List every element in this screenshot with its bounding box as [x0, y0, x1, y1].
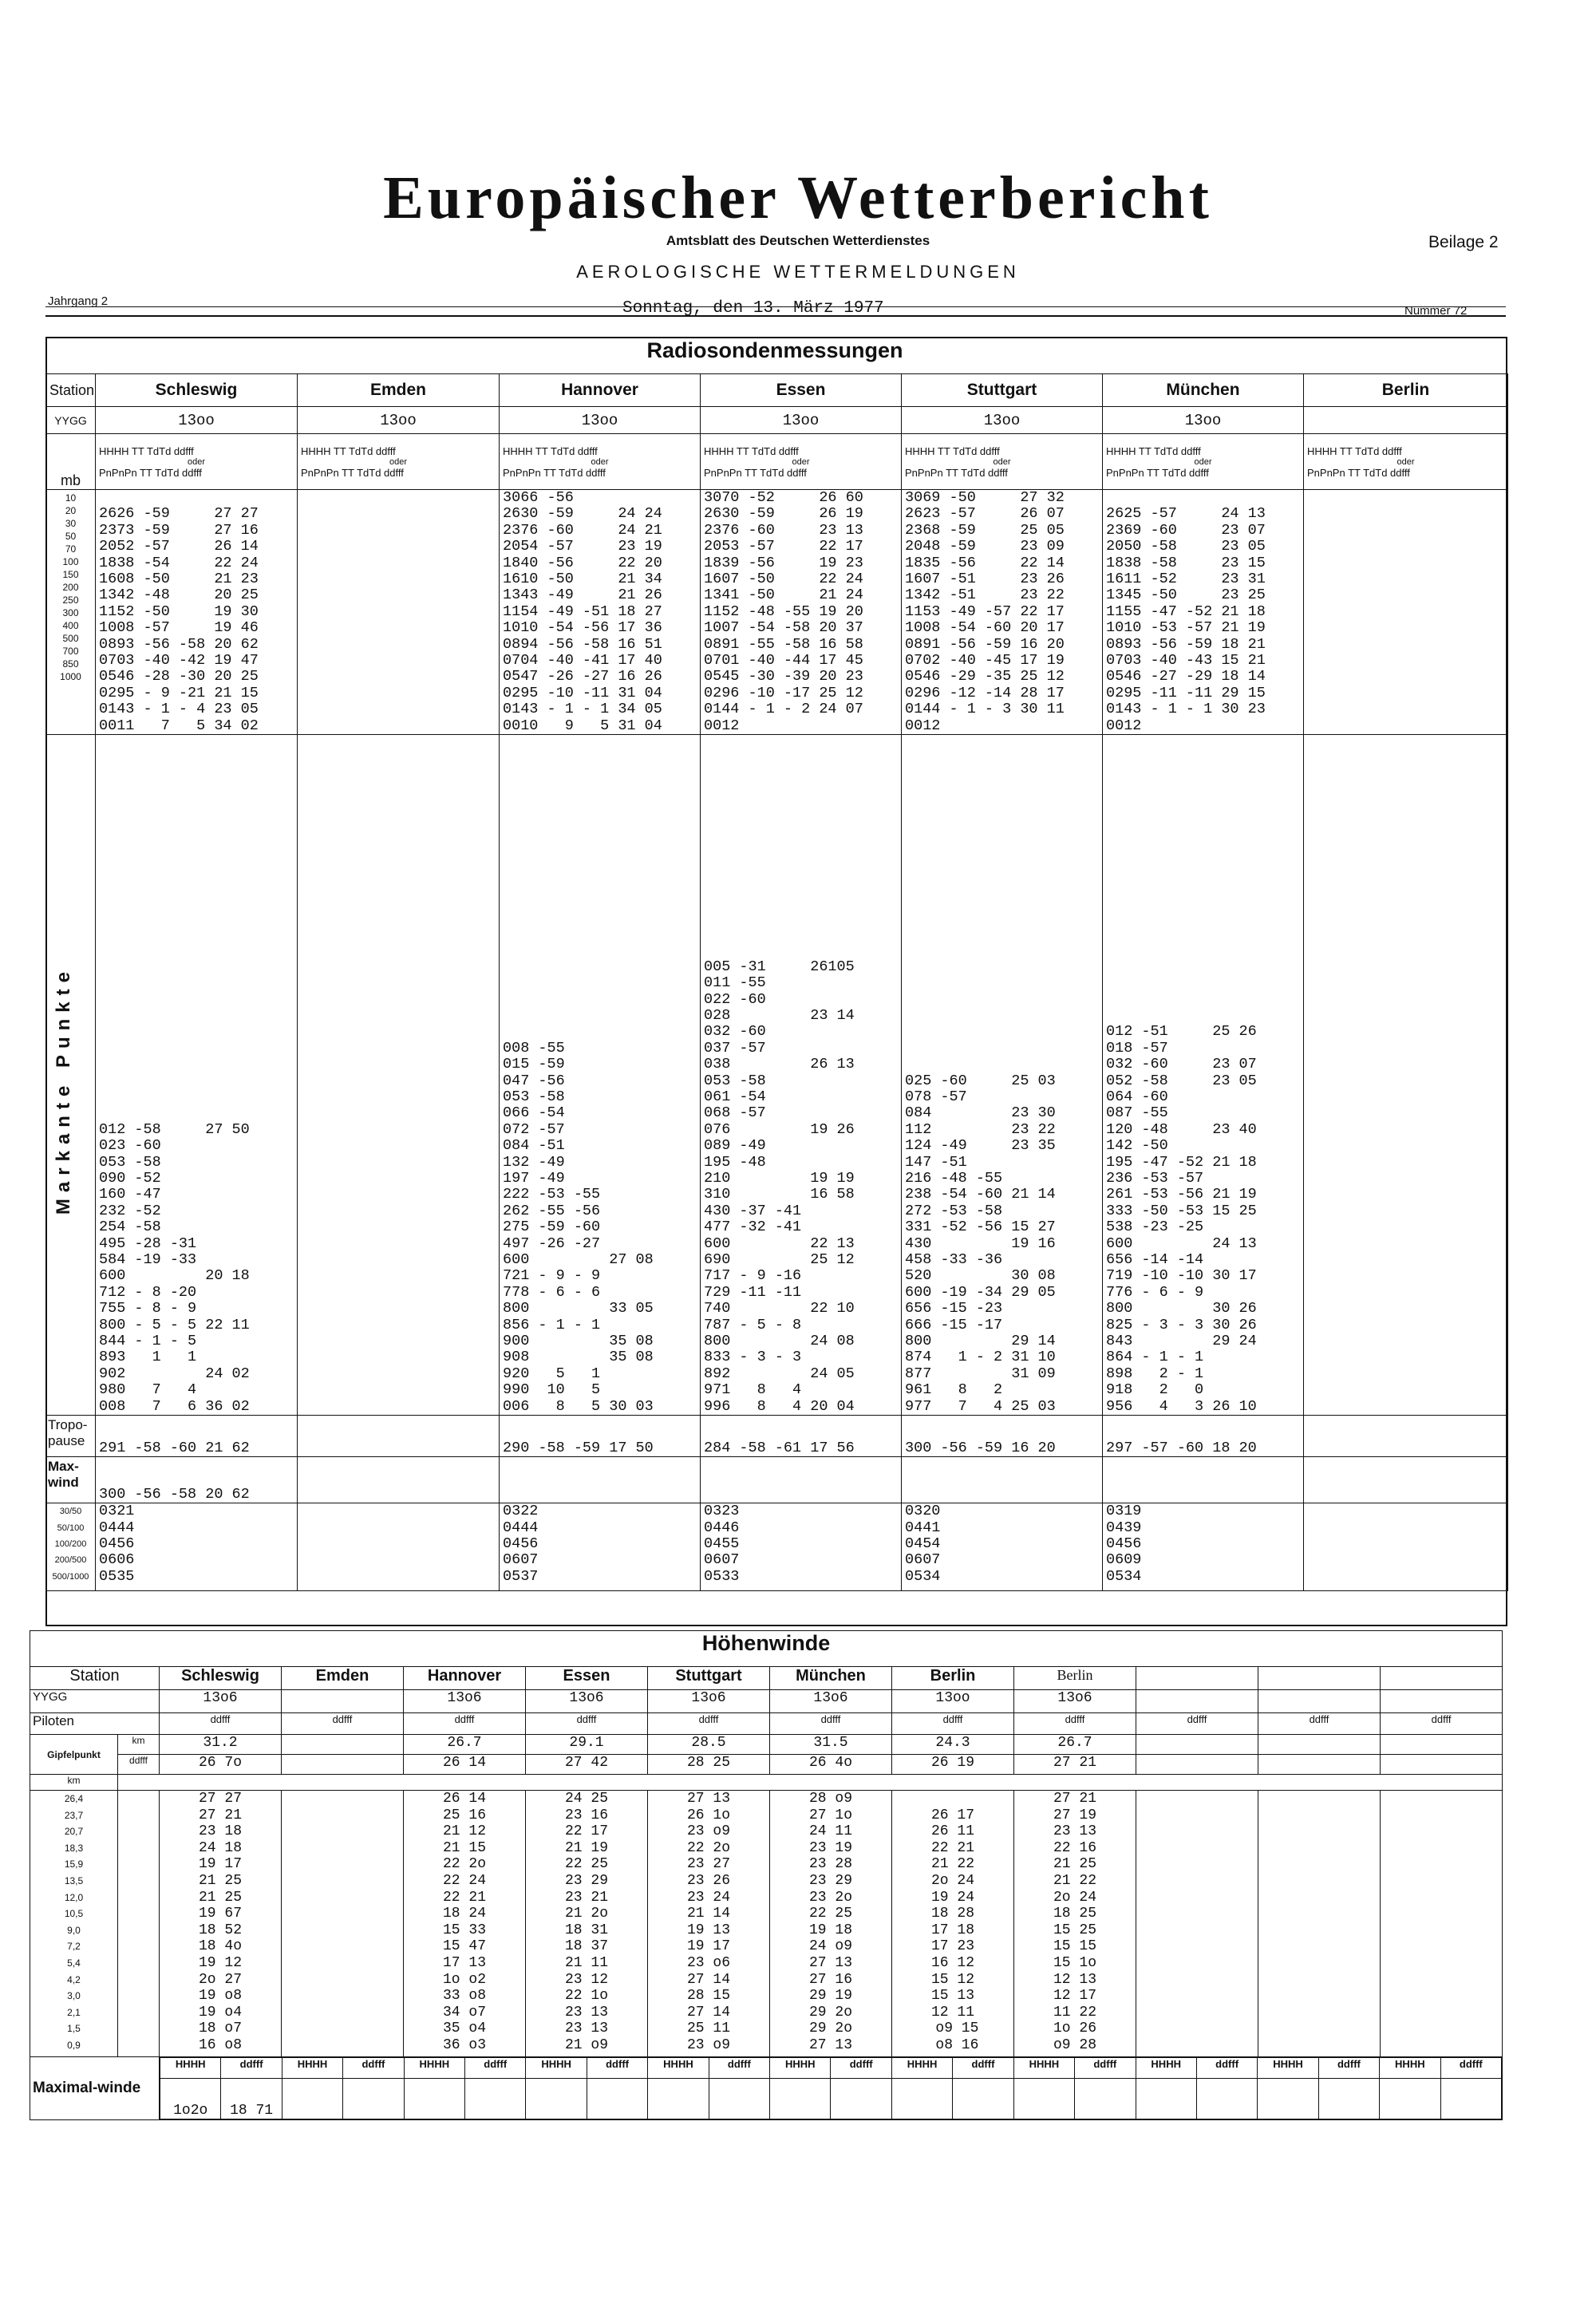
hw-max-empty: [465, 2079, 526, 2119]
hw-wind-column: 24 25 23 16 22 17 21 19 22 25 23 29 23 21 21 2o 18 31 18 37 21 11 23 12 22 1o 23 13 23 13 21 o9: [526, 1791, 648, 2057]
hw-yygg: 13oo: [892, 1690, 1014, 1713]
hw-max-empty: [770, 2079, 831, 2119]
column-header-row: [46, 434, 1508, 490]
document-subtitle: Amtsblatt des Deutschen Wetterdienstes: [666, 233, 930, 248]
std-data-hannover: 3066 -56 2630 -59 24 24 2376 -60 24 21 2054 -57 23 19 1840 -56 22 20 1610 -50 21 34 1343 -49 21 26 1154 -49 -51 18 27 1010 -54 -56 17 36 0894 -56 -58 16 51 0704 -40 -41 17 40 0547 -26 -27 16 26 0295 -10 -11 31 04 0143 - 1 - 1 34 05 0010 9 5 31 04: [500, 490, 701, 735]
col-hdr-top: HHHH TT TdTd ddfff: [1307, 444, 1402, 457]
hw-gipfel-dd: 26 14: [404, 1755, 526, 1775]
hw-yygg-row: [30, 1690, 1503, 1713]
hw-gipfel-dd: [1381, 1755, 1503, 1775]
hw-piloten-row: [30, 1713, 1503, 1735]
yygg-value: 13oo: [298, 407, 500, 434]
col-hdr-mid: oder: [187, 456, 206, 467]
hw-gipfel-km-row: [30, 1735, 1503, 1755]
hw-km-header-row: [30, 1775, 1503, 1791]
column-header: [1103, 434, 1304, 490]
hw-level: 15,9: [64, 1859, 84, 1870]
hw-level: 12,0: [64, 1891, 84, 1903]
col-hdr-top: HHHH TT TdTd ddfff: [99, 444, 194, 457]
hw-gipfel-km: 29.1: [526, 1735, 648, 1755]
hw-max-empty: [1013, 2079, 1074, 2119]
hw-maximal-cells: [160, 2057, 1503, 2120]
shear-data: 0319 0439 0456 0609 0534: [1103, 1503, 1304, 1591]
hw-yygg: 13o6: [648, 1690, 770, 1713]
hw-ddfff-hdr: ddfff: [1258, 1713, 1381, 1735]
hw-level: 18,3: [64, 1842, 84, 1854]
radiosonden-title: Radiosondenmessungen: [646, 338, 903, 362]
hw-level: 10,5: [64, 1908, 84, 1920]
hw-gipfel-dd: 28 25: [648, 1755, 770, 1775]
hw-gipfel-dd: [1136, 1755, 1258, 1775]
hw-level-column: [30, 1791, 118, 2057]
beilage-label: Beilage 2: [1428, 233, 1499, 251]
hw-gipfel-dd: [282, 1755, 404, 1775]
issue-number: Nummer 72: [1404, 304, 1468, 318]
hoehenwinde-title-row: [30, 1631, 1503, 1667]
hw-max-ddfff: ddfff: [343, 2058, 404, 2079]
level-label: 30: [65, 518, 77, 529]
hw-maximal-grid: [160, 2057, 1502, 2119]
hw-wind-column: 27 27 27 21 23 18 24 18 19 17 21 25 21 25 19 67 18 52 18 4o 19 12 2o 27 19 o8 19 o4 18 o7 16 o8: [160, 1791, 282, 2057]
hw-yygg: 13o6: [404, 1690, 526, 1713]
hw-gipfel-km: [1258, 1735, 1381, 1755]
hw-wind-column: [1136, 1791, 1258, 2057]
hw-max-empty: [343, 2079, 404, 2119]
shear-level: 200/500: [54, 1555, 87, 1566]
hoehenwinde-title: Höhenwinde: [30, 1631, 1503, 1667]
hw-level: 1,5: [67, 2023, 81, 2035]
jahrgang-label: Jahrgang 2: [48, 294, 109, 308]
mark-data-stuttgart: 025 -60 25 03 078 -57 084 23 30 112 23 22 124 -49 23 35 147 -51 216 -48 -55 238 -54 -60 21 14 272 -53 -58 331 -52 -56 15 27 430 19 16 458 -33 -36 520 30 08 600 -19 -34 29 05 656 -15 -23 666 -15 -17 800 29 14 874 1 - 2 31 10 877 31 09 961 8 2 977 7 4 25 03: [902, 735, 1103, 1416]
maxwind-label: Max-wind: [46, 1457, 96, 1503]
hw-max-hhhh: HHHH: [526, 2058, 587, 2079]
station-row: [46, 374, 1508, 407]
shear-data: [298, 1503, 500, 1591]
level-label: 1000: [60, 671, 81, 682]
hw-level: 3,0: [67, 1990, 81, 2002]
hoehenwinde-table: [30, 1630, 1503, 2120]
column-header: [902, 434, 1103, 490]
hw-max-ddfff: ddfff: [709, 2058, 769, 2079]
maxwind-value: [1103, 1457, 1304, 1503]
hw-gipfel-dd: 26 7o: [160, 1755, 282, 1775]
section-title: AEROLOGISCHE WETTERMELDUNGEN: [576, 262, 1020, 282]
hw-max-ddfff: ddfff: [1440, 2058, 1502, 2079]
col-hdr-mid: oder: [389, 456, 408, 467]
hw-max-ddfff: ddfff: [831, 2058, 891, 2079]
issue-date: Sonntag, den 13. März 1977: [622, 299, 884, 318]
hw-yygg: [1136, 1690, 1258, 1713]
level-label: 500: [62, 633, 79, 644]
hw-wind-column: 27 13 26 1o 23 o9 22 2o 23 27 23 26 23 24 21 14 19 13 19 17 23 o6 27 14 28 15 27 14 25 11 23 o9: [648, 1791, 770, 2057]
level-label: 70: [65, 543, 77, 555]
std-data-berlin: [1304, 490, 1508, 735]
hw-gipfel-km: 26.7: [404, 1735, 526, 1755]
col-hdr-bot: PnPnPn TT TdTd ddfff: [704, 466, 807, 479]
hw-max-empty: [1318, 2079, 1379, 2119]
hw-level-spacer: [118, 1791, 160, 2057]
tropopause-label: Tropo-pause: [46, 1416, 96, 1457]
hw-ddfff-hdr: ddfff: [1136, 1713, 1258, 1735]
hw-level: 23,7: [64, 1809, 84, 1821]
col-hdr-bot: PnPnPn TT TdTd ddfff: [1307, 466, 1410, 479]
hw-km-header-spacer: [118, 1775, 1503, 1791]
yygg-row: [46, 407, 1508, 434]
shear-data: 0322 0444 0456 0607 0537: [500, 1503, 701, 1591]
shear-level-column: [46, 1503, 96, 1591]
hw-gipfel-dd: 27 21: [1014, 1755, 1136, 1775]
hw-max-empty: [953, 2079, 1013, 2119]
hw-yygg: 13o6: [770, 1690, 892, 1713]
hw-levels-row: [30, 1791, 1503, 2057]
column-header: [96, 434, 298, 490]
standard-levels-row: [46, 490, 1508, 735]
hw-level: 7,2: [67, 1941, 81, 1953]
maxwind-value: [298, 1457, 500, 1503]
station-name: Berlin: [1304, 374, 1508, 407]
hw-level: 26,4: [64, 1793, 84, 1804]
hw-max-ddfff: ddfff: [1075, 2058, 1136, 2079]
hw-max-hhhh: HHHH: [1013, 2058, 1074, 2079]
maxwind-value: [1304, 1457, 1508, 1503]
hw-gipfel-km: 31.2: [160, 1735, 282, 1755]
mb-label: mb: [46, 434, 96, 490]
hw-level: 5,4: [67, 1957, 81, 1969]
tropo-value: 290 -58 -59 17 50: [500, 1416, 701, 1457]
hw-piloten-label: Piloten: [30, 1713, 160, 1735]
shear-level: 500/1000: [52, 1571, 89, 1582]
hw-gipfel-dd: 27 42: [526, 1755, 648, 1775]
station-name: Schleswig: [96, 374, 298, 407]
hw-gipfel-dd-row: [30, 1755, 1503, 1775]
hw-station: Schleswig: [160, 1667, 282, 1690]
tropo-value: 297 -57 -60 18 20: [1103, 1416, 1304, 1457]
column-header: [298, 434, 500, 490]
column-header: [701, 434, 902, 490]
yygg-value: [1304, 407, 1508, 434]
hw-level: 4,2: [67, 1973, 81, 1985]
hw-max-empty: [648, 2079, 709, 2119]
mark-data-hannover: 008 -55 015 -59 047 -56 053 -58 066 -54 072 -57 084 -51 132 -49 197 -49 222 -53 -55 262 -55 -56 275 -59 -60 497 -26 -27 600 27 08 721 - 9 - 9 778 - 6 - 6 800 33 05 856 - 1 - 1 900 35 08 908 35 08 920 5 1 990 10 5 006 8 5 30 03: [500, 735, 701, 1416]
level-label: 10: [65, 492, 77, 504]
hw-ddfff-hdr: ddfff: [1381, 1713, 1503, 1735]
hw-yygg: 13o6: [526, 1690, 648, 1713]
level-label: 200: [62, 582, 79, 593]
col-hdr-mid: oder: [591, 456, 609, 467]
maxwind-value: [902, 1457, 1103, 1503]
std-data-muenchen: 2625 -57 24 13 2369 -60 23 07 2050 -58 23 05 1838 -58 23 15 1611 -52 23 31 1345 -50 23 25 1155 -47 -52 21 18 1010 -53 -57 21 19 0893 -56 -59 18 21 0703 -40 -43 15 21 0546 -27 -29 18 14 0295 -11 -11 29 15 0143 - 1 - 1 30 23 0012: [1103, 490, 1304, 735]
level-label: 850: [62, 658, 79, 670]
hw-yygg: 13o6: [1014, 1690, 1136, 1713]
hw-gipfel-km: [1136, 1735, 1258, 1755]
hw-gipfel-dd: [1258, 1755, 1381, 1775]
hw-station: Stuttgart: [648, 1667, 770, 1690]
level-column: [46, 490, 96, 735]
yygg-value: 13oo: [96, 407, 298, 434]
shear-level: 50/100: [57, 1523, 85, 1533]
markante-punkte-row: [46, 735, 1508, 1416]
level-label: 50: [65, 531, 77, 542]
tropo-value: 291 -58 -60 21 62: [96, 1416, 298, 1457]
hw-station: [1258, 1667, 1381, 1690]
col-hdr-bot: PnPnPn TT TdTd ddfff: [905, 466, 1008, 479]
hw-max-empty: [282, 2079, 342, 2119]
std-data-schleswig: 2626 -59 27 27 2373 -59 27 16 2052 -57 26 14 1838 -54 22 24 1608 -50 21 23 1342 -48 20 25 1152 -50 19 30 1008 -57 19 46 0893 -56 -58 20 62 0703 -40 -42 19 47 0546 -28 -30 20 25 0295 - 9 -21 21 15 0143 - 1 - 4 23 05 0011 7 5 34 02: [96, 490, 298, 735]
mark-data-schleswig: 012 -58 27 50 023 -60 053 -58 090 -52 160 -47 232 -52 254 -58 495 -28 -31 584 -19 -33 600 20 18 712 - 8 -20 755 - 8 - 9 800 - 5 - 5 22 11 844 - 1 - 5 893 1 1 902 24 02 980 7 4 008 7 6 36 02: [96, 735, 298, 1416]
hw-level: 0,9: [67, 2039, 81, 2051]
hw-max-empty: [1258, 2079, 1318, 2119]
hw-station: Emden: [282, 1667, 404, 1690]
hw-gipfel-km: [1381, 1735, 1503, 1755]
hw-max-header-row: [160, 2058, 1502, 2079]
hw-ddfff-hdr: ddfff: [160, 1713, 282, 1735]
hw-max-hhhh: HHHH: [1380, 2058, 1440, 2079]
hw-max-empty: [1196, 2079, 1257, 2119]
hw-gipfel-km: 24.3: [892, 1735, 1014, 1755]
shear-data: [1304, 1503, 1508, 1591]
hw-ddfff-hdr: ddfff: [770, 1713, 892, 1735]
col-hdr-top: HHHH TT TdTd ddfff: [503, 444, 598, 457]
hw-ddfff-hdr: ddfff: [1014, 1713, 1136, 1735]
level-label: 700: [62, 646, 79, 657]
hw-max-empty: [891, 2079, 952, 2119]
mark-data-emden: [298, 735, 500, 1416]
hw-max-empty: [587, 2079, 647, 2119]
hw-max-empty: [404, 2079, 464, 2119]
maxwind-value: 300 -56 -58 20 62: [96, 1457, 298, 1503]
hw-ddfff-hdr: ddfff: [648, 1713, 770, 1735]
hw-max-empty: [526, 2079, 587, 2119]
markante-punkte-label: Markante Punkte: [53, 966, 74, 1215]
hw-station: München: [770, 1667, 892, 1690]
hw-level: 2,1: [67, 2006, 81, 2018]
hw-max-empty: [1136, 2079, 1196, 2119]
yygg-value: 13oo: [902, 407, 1103, 434]
hw-max-ddfff: ddfff: [587, 2058, 647, 2079]
yygg-value: 13oo: [500, 407, 701, 434]
hw-max-values-row: [160, 2079, 1502, 2119]
station-name: Emden: [298, 374, 500, 407]
hw-ddfff-hdr: ddfff: [282, 1713, 404, 1735]
col-hdr-bot: PnPnPn TT TdTd ddfff: [99, 466, 202, 479]
hw-ddfff-hdr: ddfff: [526, 1713, 648, 1735]
hw-ddfff-hdr: ddfff: [892, 1713, 1014, 1735]
std-data-essen: 3070 -52 26 60 2630 -59 26 19 2376 -60 23 13 2053 -57 22 17 1839 -56 19 23 1607 -50 22 24 1341 -50 21 24 1152 -48 -55 19 20 1007 -54 -58 20 37 0891 -55 -58 16 58 0701 -40 -44 17 45 0545 -30 -39 20 23 0296 -10 -17 25 12 0144 - 1 - 2 24 07 0012: [701, 490, 902, 735]
std-data-emden: [298, 490, 500, 735]
yygg-label: YYGG: [46, 407, 96, 434]
tropo-value: [1304, 1416, 1508, 1457]
column-header: [500, 434, 701, 490]
hw-level: 20,7: [64, 1826, 84, 1838]
station-name: München: [1103, 374, 1304, 407]
hw-wind-column: 26 17 26 11 22 21 21 22 2o 24 19 24 18 28 17 18 17 23 16 12 15 12 15 13 12 11 o9 15 o8 16: [892, 1791, 1014, 2057]
hw-wind-column: [282, 1791, 404, 2057]
col-hdr-bot: PnPnPn TT TdTd ddfff: [301, 466, 404, 479]
hw-gipfel-km: [282, 1735, 404, 1755]
hw-max-hhhh: HHHH: [1258, 2058, 1318, 2079]
yygg-value: 13oo: [701, 407, 902, 434]
hw-wind-column: [1258, 1791, 1381, 2057]
yygg-value: 13oo: [1103, 407, 1304, 434]
hw-max-ddfff: ddfff: [1318, 2058, 1379, 2079]
hw-wind-column: 26 14 25 16 21 12 21 15 22 2o 22 24 22 21 18 24 15 33 15 47 17 13 1o o2 33 o8 34 o7 35 o4 36 o3: [404, 1791, 526, 2057]
hw-yygg: [282, 1690, 404, 1713]
std-data-stuttgart: 3069 -50 27 32 2623 -57 26 07 2368 -59 25 05 2048 -59 23 09 1835 -56 22 14 1607 -51 23 26 1342 -51 23 22 1153 -49 -57 22 17 1008 -54 -60 20 17 0891 -56 -59 16 20 0702 -40 -45 17 19 0546 -29 -35 25 12 0296 -12 -14 28 17 0144 - 1 - 3 30 11 0012: [902, 490, 1103, 735]
document-title: Europäischer Wetterbericht: [383, 164, 1213, 231]
hw-ddfff-label: ddfff: [118, 1755, 160, 1775]
hw-max-empty: [709, 2079, 769, 2119]
hw-yygg-label: YYGG: [30, 1690, 160, 1713]
hw-wind-column: 27 21 27 19 23 13 22 16 21 25 21 22 2o 24 18 25 15 25 15 15 15 1o 12 13 12 17 11 22 1o 26 o9 28: [1014, 1791, 1136, 2057]
col-hdr-top: HHHH TT TdTd ddfff: [1106, 444, 1201, 457]
hw-max-empty: [831, 2079, 891, 2119]
hw-max-hhhh: HHHH: [282, 2058, 342, 2079]
hw-max-hhhh: HHHH: [648, 2058, 709, 2079]
hw-station: Hannover: [404, 1667, 526, 1690]
hw-gipfel-label: Gipfelpunkt: [30, 1735, 118, 1775]
hw-station-label: Station: [30, 1667, 160, 1690]
hw-max-hhhh: HHHH: [1136, 2058, 1196, 2079]
hw-wind-column: 28 o9 27 1o 24 11 23 19 23 28 23 29 23 2o 22 25 19 18 24 o9 27 13 27 16 29 19 29 2o 29 2o 27 13: [770, 1791, 892, 2057]
hw-ddfff-hdr: ddfff: [404, 1713, 526, 1735]
hw-yygg: [1258, 1690, 1381, 1713]
level-label: 250: [62, 595, 79, 606]
shear-data: 0321 0444 0456 0606 0535: [96, 1503, 298, 1591]
hw-yygg: [1381, 1690, 1503, 1713]
hw-station: Berlin: [892, 1667, 1014, 1690]
level-label: 400: [62, 620, 79, 631]
hw-level: 9,0: [67, 1924, 81, 1936]
hw-maximal-row: [30, 2057, 1503, 2120]
station-name: Hannover: [500, 374, 701, 407]
hw-max-ddfff: ddfff: [1196, 2058, 1257, 2079]
station-name: Essen: [701, 374, 902, 407]
hw-station: Essen: [526, 1667, 648, 1690]
hw-gipfel-dd: 26 4o: [770, 1755, 892, 1775]
hw-station: Berlin: [1014, 1667, 1136, 1690]
mark-data-berlin: [1304, 735, 1508, 1416]
tropopause-row: [46, 1416, 1508, 1457]
station-name: Stuttgart: [902, 374, 1103, 407]
hw-max-empty: [1440, 2079, 1502, 2119]
mark-data-muenchen: 012 -51 25 26 018 -57 032 -60 23 07 052 -58 23 05 064 -60 087 -55 120 -48 23 40 142 -50 195 -47 -52 21 18 236 -53 -57 261 -53 -56 21 19 333 -50 -53 15 25 538 -23 -25 600 24 13 656 -14 -14 719 -10 -10 30 17 776 - 6 - 9 800 30 26 825 - 3 - 3 30 26 843 29 24 864 - 1 - 1 898 2 - 1 918 2 0 956 4 3 26 10: [1103, 735, 1304, 1416]
hw-max-ddfff: ddfff: [465, 2058, 526, 2079]
level-label: 20: [65, 505, 77, 516]
hw-max-ddfff-value: 18 71: [221, 2079, 282, 2119]
col-hdr-bot: PnPnPn TT TdTd ddfff: [503, 466, 606, 479]
level-label: 100: [62, 556, 79, 567]
column-header: [1304, 434, 1508, 490]
col-hdr-bot: PnPnPn TT TdTd ddfff: [1106, 466, 1209, 479]
shear-data: 0320 0441 0454 0607 0534: [902, 1503, 1103, 1591]
col-hdr-top: HHHH TT TdTd ddfff: [905, 444, 1000, 457]
col-hdr-top: HHHH TT TdTd ddfff: [301, 444, 396, 457]
mark-data-essen: 005 -31 26105 011 -55 022 -60 028 23 14 032 -60 037 -57 038 26 13 053 -58 061 -54 068 -57 076 19 26 089 -49 195 -48 210 19 19 310 16 58 430 -37 -41 477 -32 -41 600 22 13 690 25 12 717 - 9 -16 729 -11 -11 740 22 10 787 - 5 - 8 800 24 08 833 - 3 - 3 892 24 05 971 8 4 996 8 4 20 04: [701, 735, 902, 1416]
maxwind-value: [500, 1457, 701, 1503]
radiosonden-table: [45, 373, 1508, 1591]
hw-max-hhhh: HHHH: [404, 2058, 464, 2079]
col-hdr-mid: oder: [1396, 456, 1415, 467]
shear-row: [46, 1503, 1508, 1591]
col-hdr-mid: oder: [792, 456, 810, 467]
col-hdr-top: HHHH TT TdTd ddfff: [704, 444, 799, 457]
hw-maximal-label: Maximal-winde: [30, 2057, 160, 2120]
hw-gipfel-dd: 26 19: [892, 1755, 1014, 1775]
hw-station: [1381, 1667, 1503, 1690]
hw-max-hhhh: HHHH: [891, 2058, 952, 2079]
hw-yygg: 13o6: [160, 1690, 282, 1713]
hw-gipfel-km: 26.7: [1014, 1735, 1136, 1755]
level-label: 150: [62, 569, 79, 580]
hw-station: [1136, 1667, 1258, 1690]
hw-gipfel-km: 28.5: [648, 1735, 770, 1755]
level-label: 300: [62, 607, 79, 618]
station-label: Station: [46, 374, 96, 407]
hw-max-ddfff: ddfff: [221, 2058, 282, 2079]
hw-max-hhhh: HHHH: [160, 2058, 221, 2079]
hw-km-header: km: [30, 1775, 118, 1791]
hw-max-empty: [1380, 2079, 1440, 2119]
hw-max-hhhh-value: 1o2o: [160, 2079, 221, 2119]
hw-gipfel-km: 31.5: [770, 1735, 892, 1755]
maxwind-value: [701, 1457, 902, 1503]
col-hdr-mid: oder: [1194, 456, 1212, 467]
shear-level: 100/200: [54, 1539, 87, 1549]
col-hdr-mid: oder: [993, 456, 1011, 467]
tropo-value: [298, 1416, 500, 1457]
shear-level: 30/50: [59, 1507, 82, 1517]
hw-max-empty: [1075, 2079, 1136, 2119]
hw-km-label: km: [118, 1735, 160, 1755]
hw-wind-column: [1381, 1791, 1503, 2057]
maxwind-row: [46, 1457, 1508, 1503]
shear-data: 0323 0446 0455 0607 0533: [701, 1503, 902, 1591]
hw-station-row: [30, 1667, 1503, 1690]
hw-max-hhhh: HHHH: [770, 2058, 831, 2079]
hw-max-ddfff: ddfff: [953, 2058, 1013, 2079]
hw-level: 13,5: [64, 1874, 84, 1886]
tropo-value: 300 -56 -59 16 20: [902, 1416, 1103, 1457]
tropo-value: 284 -58 -61 17 56: [701, 1416, 902, 1457]
